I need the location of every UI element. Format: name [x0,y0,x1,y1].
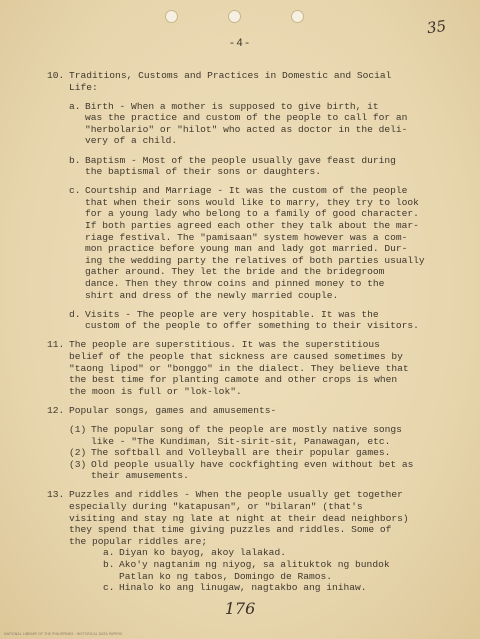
list-item: d. Visits - The people are very hospitable. It was the custom of the people to offer something to their visitors. [69,308,419,332]
list-item: b. Ako'y nagtanim ng niyog, sa alituktok ng bundok Patlan ko ng tabos, Domingo de Ramos. [103,558,390,582]
document-body [47,70,457,594]
handwritten-folio-number: 35 [425,16,448,38]
binder-hole [165,10,178,23]
list-item: b. Baptism - Most of the people usually gave feast during the baptismal of their sons or daughters. [69,154,396,178]
section-10-heading [47,70,457,93]
list-item: c. Courtship and Marriage - It was the custom of the people that when their sons would like to marry, they try to look for a young lady who belong to a family of good character. If both parties agreed each other they talk about the mar- riage festival. The "pamisaan" system however was a com- mon practice before young man and lady got married. Dur- ing the wedding party the relatives of both parties usually gather around. They let the bride and the bridegroom dance. Then they throw coins and pinned money to the shirt and dress of the newly married couple. [69,185,425,301]
section-12-heading [47,405,457,417]
section-number: 11. [47,339,65,351]
section-number: 10. [47,70,65,81]
section-number: 12. [47,404,65,416]
section-title: Popular songs, games and amusements- [69,404,277,416]
binder-hole [228,10,241,23]
section-title: Life: [69,81,98,93]
list-item: a. Birth - When a mother is supposed to give birth, it was the practice and custom of the people to call for an "herbolario" or "hilot" who acted as doctor in the deli- very of a child. [69,100,408,147]
page-number: -4- [228,38,252,50]
riddle-list [103,547,457,593]
handwritten-page-number: 176 [224,599,256,618]
section-13: 13. Puzzles and riddles - When the people usually get together especially during "katapusan", or "bilaran" (that's visiting and stay ng late at night at their dead neighbors) they spend that time giving puzzles and riddles. Some of the popular riddles are; [47,489,409,547]
list-item: (1) The popular song of the people are mostly native songs like - "The Kundiman, Sit-sirit-sit, Panawagan, etc. (2) The softball and Volleyball are their popular games. (3) Old people usually have cockfighting even without bet as their amusements. [69,423,414,482]
section-title: Traditions, Customs and Practices in Domestic and Social [69,70,392,81]
list-item: c. Hinalo ko ang linugaw, nagtakbo ang inihaw. [103,582,367,594]
binder-hole [291,10,304,23]
section-11: 11. The people are superstitious. It was the superstitious belief of the people that sickness are caused sometimes by "taong lipod" or "bonggo" in the dialect. They believe that the best time for planting camote and other crops is when the moon is full or "lok-lok". [47,339,409,397]
section-number: 13. [47,489,65,501]
footer-stamp: NATIONAL LIBRARY OF THE PHILIPPINES · HISTORICAL DATA PAPERS [4,632,123,636]
list-item: a. Diyan ko bayog, akoy lalakad. [103,547,286,559]
